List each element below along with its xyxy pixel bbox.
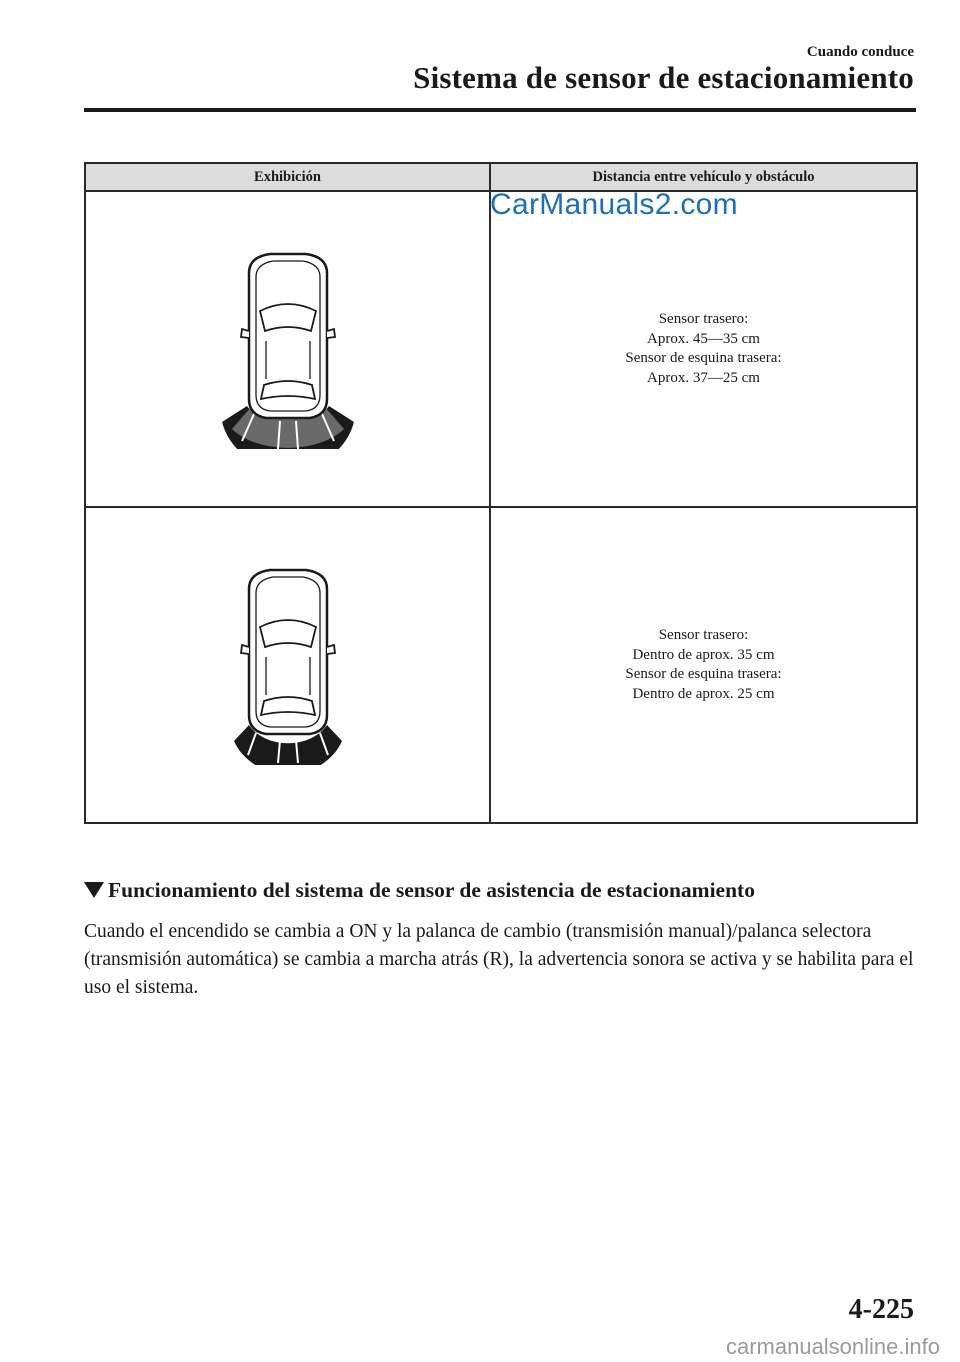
corner-sensor-distance: Aprox. 37—25 cm [647, 369, 760, 386]
header-divider [84, 108, 916, 112]
car-rear-sensor-two-bands-icon [218, 249, 358, 449]
sensor-distance-table [84, 162, 918, 824]
rear-sensor-distance: Aprox. 45—35 cm [647, 330, 760, 347]
rear-sensor-distance: Dentro de aprox. 35 cm [632, 646, 775, 663]
page-title: Sistema de sensor de estacionamiento [413, 60, 914, 95]
table-header-row [85, 163, 917, 191]
column-header-distance: Distancia entre vehículo y obstáculo [490, 163, 917, 191]
rear-sensor-label: Sensor trasero: [658, 311, 749, 327]
distance-info [491, 310, 916, 388]
corner-sensor-label: Sensor de esquina trasera: [625, 666, 782, 682]
column-header-display: Exhibición [85, 163, 490, 191]
display-cell [85, 191, 490, 507]
page-number: 4-225 [848, 1294, 914, 1325]
watermark-bottom: carmanualsonline.info [725, 1334, 940, 1359]
table-row [85, 191, 917, 507]
car-rear-sensor-one-band-icon [218, 565, 358, 765]
watermark-top: CarManuals2.com [490, 188, 738, 221]
table-row [85, 507, 917, 823]
header-section-label: Cuando conduce [806, 44, 914, 60]
corner-sensor-label: Sensor de esquina trasera: [625, 350, 782, 366]
display-cell [85, 507, 490, 823]
section-heading-text: Funcionamiento del sistema de sensor de asistencia de estacionamiento [108, 878, 755, 902]
distance-info [491, 626, 916, 704]
section-heading [84, 878, 924, 903]
distance-cell [490, 507, 917, 823]
section-body: Cuando el encendido se cambia a ON y la palanca de cambio (transmisión manual)/palanca selectora (transmisión automática) se cambia a marcha atrás (R), la advertencia sonora se activa y se habilita para el uso el sistema. [84, 921, 914, 998]
distance-cell [490, 191, 917, 507]
corner-sensor-distance: Dentro de aprox. 25 cm [632, 685, 775, 702]
triangle-down-icon [84, 882, 104, 898]
rear-sensor-label: Sensor trasero: [658, 627, 749, 643]
